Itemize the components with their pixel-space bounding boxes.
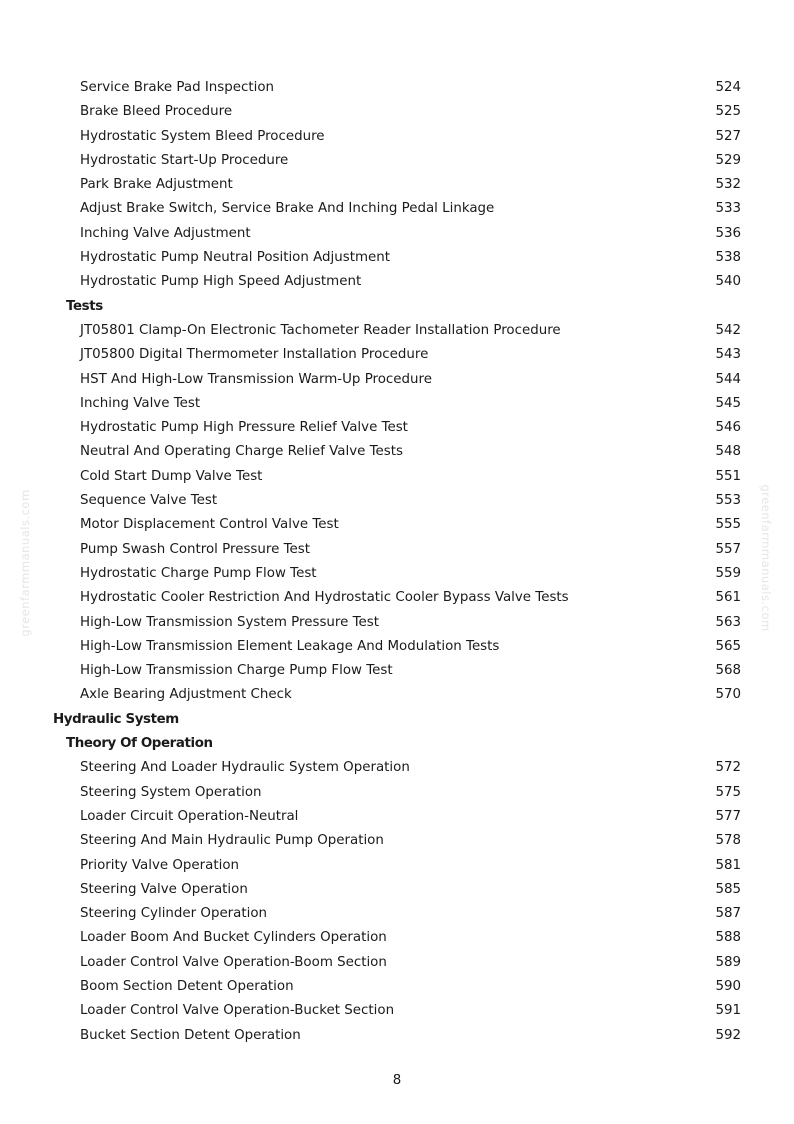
- toc-entry[interactable]: [0, 416, 794, 440]
- toc-entry[interactable]: [0, 465, 794, 489]
- toc-entry-title: Park Brake Adjustment: [80, 177, 233, 193]
- toc-entry-title: Hydrostatic Pump High Speed Adjustment: [80, 274, 362, 290]
- toc-entry-title: Hydrostatic Start-Up Procedure: [80, 152, 289, 168]
- toc-entry-title: HST And High-Low Transmission Warm-Up Procedure: [80, 371, 432, 387]
- toc-entry-page-number: 561: [715, 590, 741, 606]
- toc-entry-page-number: 543: [715, 347, 741, 363]
- page-number: 8: [392, 1073, 402, 1088]
- toc-entry[interactable]: [0, 538, 794, 562]
- toc-entry-page-number: 536: [715, 225, 741, 241]
- toc-entry-page-number: 529: [715, 152, 741, 168]
- toc-entry[interactable]: [0, 76, 794, 100]
- toc-entry-page-number: 591: [715, 1003, 741, 1019]
- toc-entry[interactable]: [0, 805, 794, 829]
- toc-entry[interactable]: [0, 829, 794, 853]
- toc-entry-title: Inching Valve Test: [80, 395, 201, 411]
- toc-entry-title: Tests: [66, 298, 103, 314]
- toc-entry-page-number: 588: [715, 930, 741, 946]
- toc-entry[interactable]: [0, 270, 794, 294]
- toc-entry-page-number: 565: [715, 638, 741, 654]
- toc-entry[interactable]: [0, 975, 794, 999]
- toc-entry-page-number: 581: [715, 857, 741, 873]
- toc-entry-title: Cold Start Dump Valve Test: [80, 468, 263, 484]
- toc-entry-page-number: 592: [715, 1027, 741, 1043]
- toc-entry-title: JT05800 Digital Thermometer Installation Procedure: [80, 347, 429, 363]
- toc-entry[interactable]: [0, 173, 794, 197]
- watermark-left: greenfarmmanuals.com: [18, 489, 32, 637]
- toc-entry[interactable]: [0, 343, 794, 367]
- toc-entry[interactable]: [0, 197, 794, 221]
- toc-entry-page-number: 557: [715, 541, 741, 557]
- toc-entry-title: High-Low Transmission System Pressure Test: [80, 614, 379, 630]
- toc-entry[interactable]: [0, 149, 794, 173]
- toc-entry[interactable]: [0, 1024, 794, 1048]
- toc-entry[interactable]: [0, 926, 794, 950]
- toc-entry-page-number: 538: [715, 250, 741, 266]
- toc-entry-page-number: 553: [715, 493, 741, 509]
- toc-entry-page-number: 563: [715, 614, 741, 630]
- toc-entry-title: Hydraulic System: [53, 711, 179, 727]
- toc-entry-title: Hydrostatic Charge Pump Flow Test: [80, 565, 317, 581]
- toc-entry[interactable]: [0, 683, 794, 707]
- toc-entry-title: Hydrostatic Cooler Restriction And Hydrostatic Cooler Bypass Valve Tests: [80, 590, 569, 606]
- toc-entry-page-number: 585: [715, 881, 741, 897]
- toc-entry-title: Bucket Section Detent Operation: [80, 1027, 301, 1043]
- toc-entry-page-number: 544: [715, 371, 741, 387]
- toc-entry-page-number: 546: [715, 420, 741, 436]
- toc-entry-title: Loader Boom And Bucket Cylinders Operation: [80, 930, 387, 946]
- toc-entry[interactable]: [0, 878, 794, 902]
- toc-entry[interactable]: [0, 902, 794, 926]
- toc-entry-title: Inching Valve Adjustment: [80, 225, 251, 241]
- toc-entry[interactable]: [0, 440, 794, 464]
- toc-entry[interactable]: [0, 319, 794, 343]
- toc-entry-title: Hydrostatic Pump Neutral Position Adjustment: [80, 250, 390, 266]
- toc-entry[interactable]: [0, 951, 794, 975]
- toc-entry-title: JT05801 Clamp-On Electronic Tachometer Reader Installation Procedure: [80, 322, 561, 338]
- toc-entry-page-number: 527: [715, 128, 741, 144]
- toc-entry-title: Axle Bearing Adjustment Check: [80, 687, 292, 703]
- toc-entry-page-number: 545: [715, 395, 741, 411]
- toc-entry-title: Loader Control Valve Operation-Boom Section: [80, 954, 387, 970]
- toc-entry-title: High-Low Transmission Charge Pump Flow Test: [80, 663, 393, 679]
- toc-entry-page-number: 570: [715, 687, 741, 703]
- toc-entry-title: Priority Valve Operation: [80, 857, 240, 873]
- toc-entry-title: Loader Circuit Operation-Neutral: [80, 808, 299, 824]
- toc-entry-title: Motor Displacement Control Valve Test: [80, 517, 339, 533]
- toc-entry-title: Steering Cylinder Operation: [80, 906, 268, 922]
- table-of-contents: [0, 76, 794, 1048]
- toc-entry-title: Service Brake Pad Inspection: [80, 80, 275, 95]
- toc-entry-page-number: 575: [715, 784, 741, 800]
- toc-entry[interactable]: [0, 392, 794, 416]
- toc-entry[interactable]: [0, 756, 794, 780]
- toc-entry-title: Brake Bleed Procedure: [80, 104, 233, 120]
- toc-entry-page-number: 540: [715, 274, 741, 290]
- toc-section-heading: [0, 295, 794, 319]
- toc-entry-page-number: 542: [715, 322, 741, 338]
- toc-entry-title: Loader Control Valve Operation-Bucket Section: [80, 1003, 395, 1019]
- toc-entry[interactable]: [0, 659, 794, 683]
- toc-entry-page-number: 532: [715, 177, 741, 193]
- toc-entry[interactable]: [0, 562, 794, 586]
- toc-entry-page-number: 572: [715, 760, 741, 776]
- toc-section-heading: [0, 732, 794, 756]
- toc-entry-title: Steering System Operation: [80, 784, 262, 800]
- toc-entry[interactable]: [0, 246, 794, 270]
- toc-entry-title: Theory Of Operation: [66, 736, 213, 752]
- toc-entry-page-number: 590: [715, 978, 741, 994]
- toc-entry-title: Pump Swash Control Pressure Test: [80, 541, 310, 557]
- toc-entry-page-number: 555: [715, 517, 741, 533]
- toc-entry[interactable]: [0, 100, 794, 124]
- toc-entry-title: Neutral And Operating Charge Relief Valve Tests: [80, 444, 403, 460]
- toc-entry-page-number: 524: [715, 80, 741, 95]
- toc-entry-page-number: 589: [715, 954, 741, 970]
- toc-entry-page-number: 533: [715, 201, 741, 217]
- toc-entry[interactable]: [0, 489, 794, 513]
- toc-entry[interactable]: [0, 513, 794, 537]
- toc-entry[interactable]: [0, 635, 794, 659]
- toc-entry-title: High-Low Transmission Element Leakage And Modulation Tests: [80, 638, 500, 654]
- toc-entry[interactable]: [0, 999, 794, 1023]
- watermark-right: greenfarmmanuals.com: [759, 484, 773, 632]
- toc-entry-title: Adjust Brake Switch, Service Brake And Inching Pedal Linkage: [80, 201, 495, 217]
- toc-entry-title: Sequence Valve Test: [80, 493, 218, 509]
- toc-entry-page-number: 578: [715, 833, 741, 849]
- toc-entry-page-number: 548: [715, 444, 741, 460]
- toc-entry-page-number: 568: [715, 663, 741, 679]
- toc-entry-page-number: 551: [715, 468, 741, 484]
- toc-entry[interactable]: [0, 611, 794, 635]
- toc-entry[interactable]: [0, 854, 794, 878]
- toc-entry-title: Hydrostatic System Bleed Procedure: [80, 128, 325, 144]
- toc-entry[interactable]: [0, 781, 794, 805]
- toc-entry[interactable]: [0, 586, 794, 610]
- toc-entry-page-number: 587: [715, 906, 741, 922]
- toc-entry-page-number: 525: [715, 104, 741, 120]
- toc-entry-title: Hydrostatic Pump High Pressure Relief Valve Test: [80, 420, 408, 436]
- toc-entry-page-number: 559: [715, 565, 741, 581]
- toc-section-heading: [0, 708, 794, 732]
- toc-entry-title: Steering Valve Operation: [80, 881, 248, 897]
- toc-entry-title: Steering And Loader Hydraulic System Operation: [80, 760, 410, 776]
- toc-entry[interactable]: [0, 368, 794, 392]
- toc-entry-page-number: 577: [715, 808, 741, 824]
- toc-entry-title: Boom Section Detent Operation: [80, 978, 294, 994]
- toc-entry[interactable]: [0, 222, 794, 246]
- toc-entry-title: Steering And Main Hydraulic Pump Operation: [80, 833, 384, 849]
- toc-entry[interactable]: [0, 125, 794, 149]
